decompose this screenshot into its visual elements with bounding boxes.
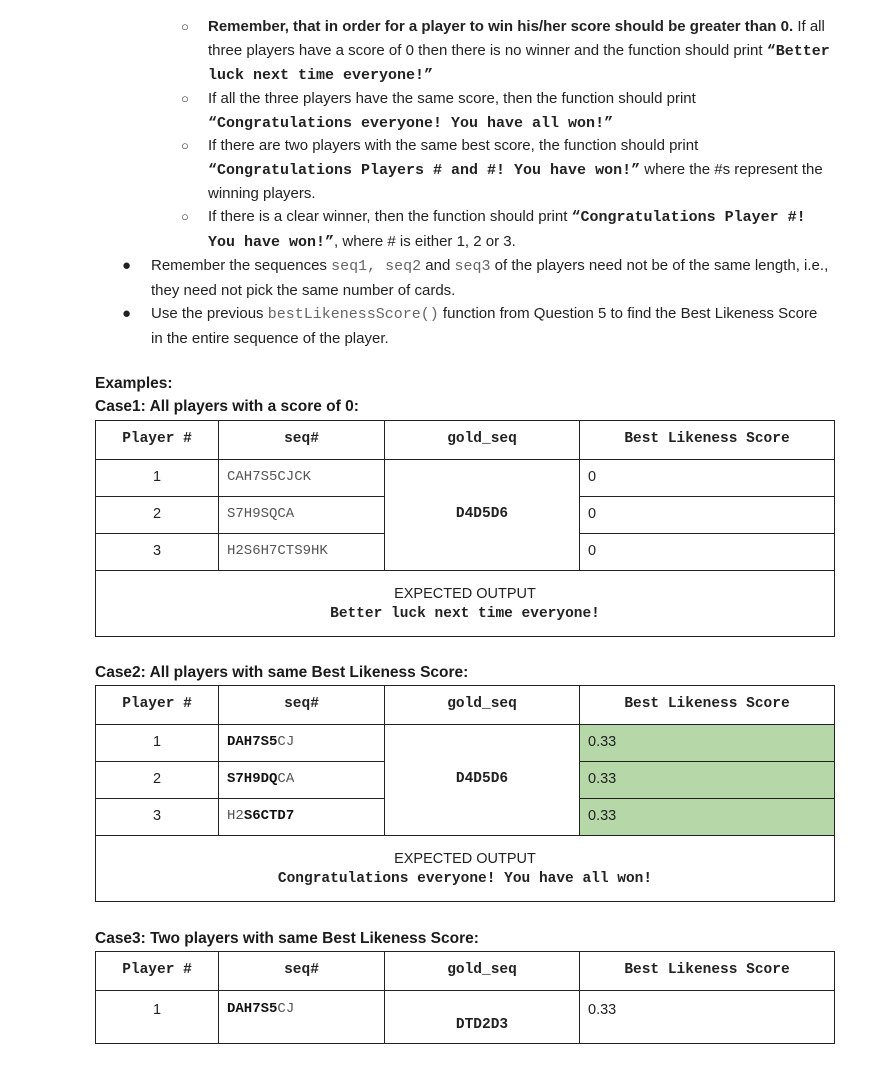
expected-output-row: [96, 571, 835, 637]
bullet-code: seq1, seq2: [331, 258, 422, 275]
case3-table: [95, 951, 835, 1044]
sub-bullet-text: If all the three players have the same score, then the function should print: [208, 90, 696, 107]
sub-bullet-code: “Better luck next time everyone!”: [208, 42, 830, 84]
expected-output-text: Congratulations everyone! You have all won!: [277, 870, 653, 887]
table-header-row: [96, 686, 835, 725]
sub-bullet-code: “Congratulations everyone! You have all won!”: [208, 114, 614, 132]
table-header-row: [96, 952, 835, 991]
player-seq: H2S6H7CTS9HK: [219, 534, 385, 571]
gold-seq: D4D5D6: [385, 725, 580, 836]
seq-matched-part: S6CTD7: [243, 808, 295, 825]
sub-bullet-text: If all three players have a score of 0 then there is no winner and the function should print: [208, 18, 825, 59]
sub-bullet-tail: , where # is either 1, 2 or 3.: [334, 232, 516, 250]
best-likeness-score: 0.33: [580, 991, 835, 1044]
sub-bullet-bold-lead: Remember, that in order for a player to win his/her score should be greater than 0.: [208, 18, 794, 35]
seq-rest-part: CJ: [277, 1001, 295, 1017]
best-likeness-score: 0: [580, 534, 835, 571]
header-player: Player #: [96, 686, 219, 725]
player-number: 1: [96, 991, 219, 1044]
seq-matched-part: S7H9DQ: [227, 771, 278, 788]
gold-seq: D4D5D6: [385, 460, 580, 571]
sub-bullet-2: [181, 87, 833, 135]
sub-bullet-1: [181, 15, 833, 88]
player-number: 2: [96, 762, 219, 799]
best-likeness-score: 0.33: [580, 799, 835, 836]
seq-rest-part: CJ: [277, 734, 295, 751]
sub-bullet-tail: where the #s represent the winning players.: [208, 160, 823, 202]
expected-output-row: [96, 836, 835, 902]
player-seq: [219, 991, 385, 1044]
header-gold-seq: gold_seq: [385, 952, 580, 991]
player-number: 3: [96, 534, 219, 571]
table-row: [96, 991, 835, 1044]
seq-rest-part: CA: [277, 771, 295, 788]
best-likeness-score: 0.33: [580, 725, 835, 762]
bullet-code: bestLikenessScore(): [267, 306, 439, 323]
sub-bullet-code: “Congratulations Players # and #! You have won!”: [208, 161, 641, 179]
hollow-circle-bullet-icon: ○: [181, 19, 189, 34]
sub-bullet-text: If there is a clear winner, then the function should print: [208, 208, 572, 225]
seq-matched-part: DAH7S5: [227, 734, 278, 751]
header-player: Player #: [96, 952, 219, 991]
expected-output-label: EXPECTED OUTPUT: [394, 585, 536, 602]
player-seq: CAH7S5CJCK: [219, 460, 385, 497]
seq-matched-part: DAH7S5: [227, 1001, 278, 1017]
hollow-circle-bullet-icon: ○: [181, 91, 189, 106]
case2-title: Case2: All players with same Best Likeness Score:: [95, 664, 469, 681]
table-header-row: [96, 421, 835, 460]
sub-bullet-code: “Congratulations Player #! You have won!”: [208, 209, 806, 251]
header-best-likeness-score: Best Likeness Score: [580, 952, 835, 991]
player-seq: S7H9SQCA: [219, 497, 385, 534]
case1-table: [95, 420, 835, 637]
expected-output-cell: [96, 836, 835, 902]
examples-heading: Examples:: [95, 375, 173, 392]
header-gold-seq: gold_seq: [385, 421, 580, 460]
player-number: 1: [96, 725, 219, 762]
filled-bullet-icon: ●: [122, 305, 132, 322]
table-row: [96, 725, 835, 762]
bullet-text: Use the previous: [151, 305, 268, 322]
bullet-text: and: [421, 257, 455, 274]
bullet-text: function from Question 5 to find the Best Likeness Score in the entire sequence of the player.: [151, 305, 818, 347]
case2-table: [95, 685, 835, 902]
header-seq: seq#: [219, 421, 385, 460]
player-seq: [219, 725, 385, 762]
player-number: 3: [96, 799, 219, 836]
bullet-text: Remember the sequences: [151, 257, 332, 274]
header-best-likeness-score: Best Likeness Score: [580, 421, 835, 460]
hollow-circle-bullet-icon: ○: [181, 209, 189, 224]
expected-output-cell: [96, 571, 835, 637]
filled-bullet-icon: ●: [122, 257, 132, 274]
table-row: [96, 460, 835, 497]
best-likeness-score: 0: [580, 497, 835, 534]
sub-bullet-4: [181, 205, 833, 254]
expected-output-text: Better luck next time everyone!: [330, 605, 600, 622]
best-likeness-score: 0: [580, 460, 835, 497]
player-number: 2: [96, 497, 219, 534]
player-seq: [219, 799, 385, 836]
bullet-1: [122, 254, 831, 302]
best-likeness-score: 0.33: [580, 762, 835, 799]
header-seq: seq#: [219, 952, 385, 991]
player-number: 1: [96, 460, 219, 497]
header-player: Player #: [96, 421, 219, 460]
header-seq: seq#: [219, 686, 385, 725]
bullet-2: [122, 302, 831, 350]
case3-title: Case3: Two players with same Best Likeness Score:: [95, 930, 479, 947]
sub-bullet-text: If there are two players with the same best score, the function should print: [208, 137, 699, 154]
expected-output-label: EXPECTED OUTPUT: [394, 850, 536, 867]
case1-title: Case1: All players with a score of 0:: [95, 398, 359, 415]
sub-bullet-3: [181, 134, 833, 206]
bullet-text: of the players need not be of the same length, i.e., they need not pick the same number of cards.: [151, 257, 829, 299]
header-best-likeness-score: Best Likeness Score: [580, 686, 835, 725]
player-seq: [219, 762, 385, 799]
hollow-circle-bullet-icon: ○: [181, 138, 189, 153]
header-gold-seq: gold_seq: [385, 686, 580, 725]
gold-seq: DTD2D3: [385, 991, 580, 1044]
bullet-code: seq3: [454, 258, 491, 275]
seq-prefix-part: H2: [227, 808, 244, 825]
